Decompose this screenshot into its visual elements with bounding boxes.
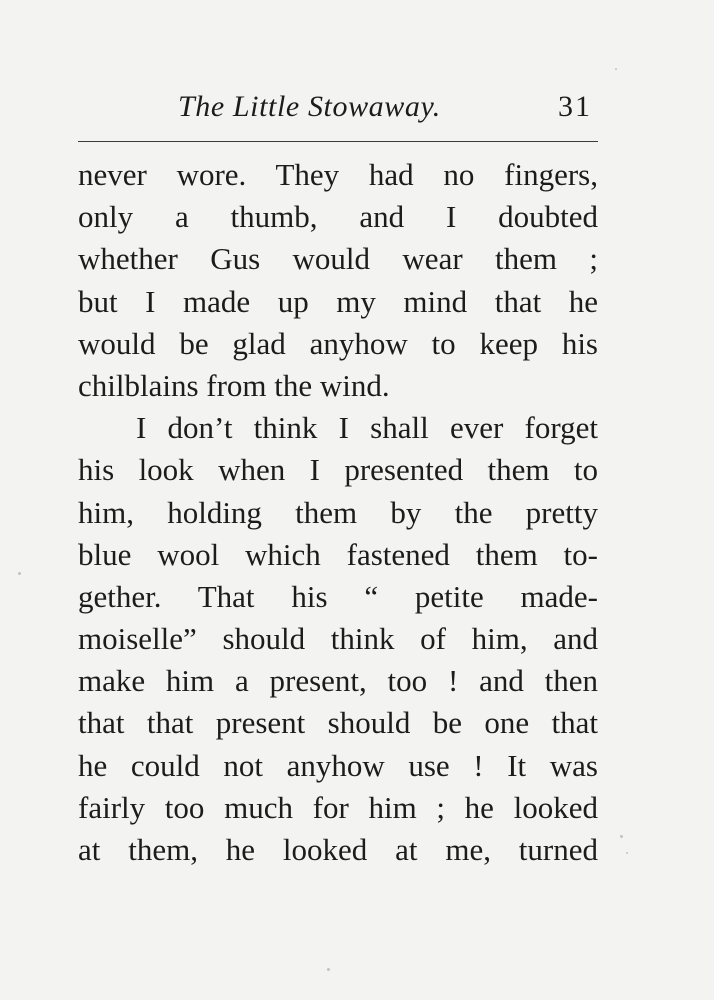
text-line: make him a present, too ! and then (78, 663, 598, 699)
body-text (78, 154, 598, 871)
text-line: fairly too much for him ; he looked (78, 789, 598, 825)
header-rule (78, 141, 598, 142)
paper-speck (18, 572, 21, 575)
text-line: at them, he looked at me, turned (78, 832, 598, 867)
text-line: him, holding them by the pretty (78, 494, 598, 530)
book-title: The Little Stowaway. (178, 90, 441, 123)
running-head (78, 82, 598, 132)
text-line: would be glad anyhow to keep his (78, 325, 598, 361)
text-line: whether Gus would wear them ; (78, 241, 598, 277)
text-line: he could not anyhow use ! It was (78, 747, 598, 783)
text-line: blue wool which fastened them to- (78, 536, 598, 572)
text-line: I don’t think I shall ever forget (136, 410, 598, 446)
text-line: never wore. They had no fingers, (78, 157, 598, 192)
text-line: only a thumb, and I doubted (78, 199, 598, 235)
text-line: chilblains from the wind. (78, 367, 390, 403)
text-line: moiselle” should think of him, and (78, 621, 598, 657)
text-line: but I made up my mind that he (78, 283, 598, 319)
text-line: gether. That his “ petite made- (78, 578, 598, 614)
paper-speck (615, 68, 617, 70)
paper-speck (327, 968, 330, 971)
paper-speck (620, 835, 623, 838)
page-number: 31 (558, 90, 592, 123)
text-line: that that present should be one that (78, 705, 598, 741)
text-line: his look when I presented them to (78, 452, 598, 488)
paper-speck (626, 852, 628, 854)
